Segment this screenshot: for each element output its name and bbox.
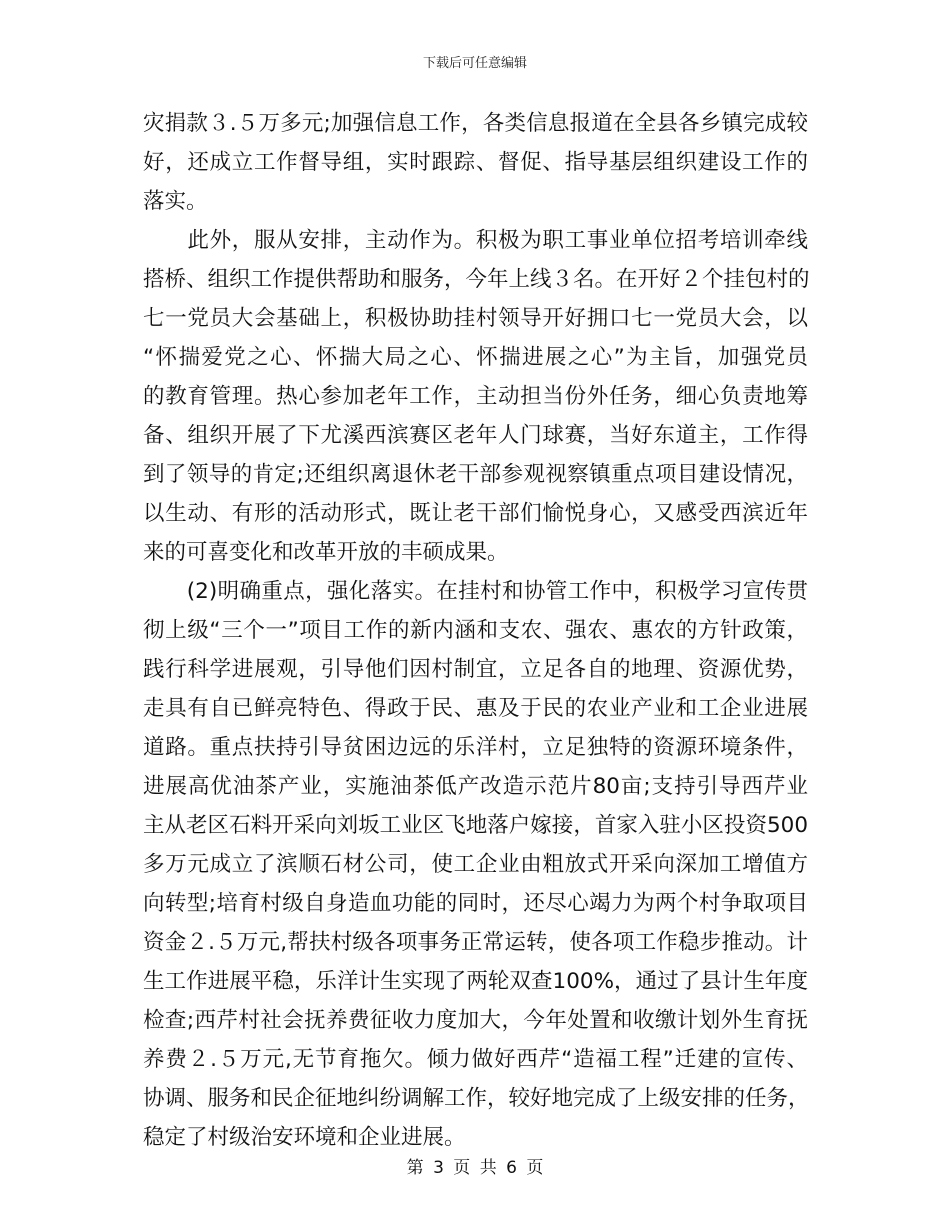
text-line: 向转型;培育村级自身造血功能的同时，还尽心竭力为两个村争取项目 xyxy=(143,891,808,916)
text-line: 落实。 xyxy=(143,189,208,214)
text-line: 稳定了村级治安环境和企业进展。 xyxy=(143,1125,466,1150)
text-line: 养费２.５万元,无节育拖欠。倾力做好西芹“造福工程”迁建的宣传、 xyxy=(143,1047,808,1072)
text-line: 到了领导的肯定;还组织离退休老干部参观视察镇重点项目建设情况， xyxy=(143,462,808,487)
text-line: 此外，服从安排，主动作为。积极为职工事业单位招考培训牵线 xyxy=(143,228,808,253)
text-line: 协调、服务和民企征地纠纷调解工作，较好地完成了上级安排的任务， xyxy=(143,1086,810,1111)
text-line: 来的可喜变化和改革开放的丰硕成果。 xyxy=(143,540,509,565)
text-line: 的教育管理。热心参加老年工作，主动担当份外任务，细心负责地筹 xyxy=(143,384,808,409)
text-line: 以生动、有形的活动形式，既让老干部们愉悦身心，又感受西滨近年 xyxy=(143,501,808,526)
text-line: 搭桥、组织工作提供帮助和服务，今年上线３名。在开好２个挂包村的 xyxy=(143,267,810,292)
text-line: 践行科学进展观，引导他们因村制宜，立足各自的地理、资源优势， xyxy=(143,657,808,682)
text-line: 资金２.５万元,帮扶村级各项事务正常运转，使各项工作稳步推动。计 xyxy=(143,930,808,955)
text-line: 道路。重点扶持引导贫困边远的乐洋村，立足独特的资源环境条件， xyxy=(143,735,808,760)
page-footer: 第 3 页 共 6 页 xyxy=(406,1158,544,1178)
text-line: 灾捐款３.５万多元;加强信息工作，各类信息报道在全县各乡镇完成较 xyxy=(143,111,808,136)
text-line: 走具有自已鲜亮特色、得政于民、惠及于民的农业产业和工企业进展 xyxy=(143,696,808,721)
text-line: (2)明确重点，强化落实。在挂村和协管工作中，积极学习宣传贯 xyxy=(143,579,808,604)
text-line: 生工作进展平稳，乐洋计生实现了两轮双查100%，通过了县计生年度 xyxy=(143,969,808,994)
text-line: 检查;西芹村社会抚养费征收力度加大，今年处置和收缴计划外生育抚 xyxy=(143,1008,808,1033)
body-text xyxy=(143,104,808,1157)
text-line: 七一党员大会基础上，积极协助挂村领导开好拥口七一党员大会，以 xyxy=(143,306,808,331)
text-line: 主从老区石料开采向刘坂工业区飞地落户嫁接，首家入驻小区投资500 xyxy=(143,813,808,838)
text-line: 备、组织开展了下尤溪西滨赛区老年人门球赛，当好东道主，工作得 xyxy=(143,423,808,448)
text-line: 多万元成立了滨顺石材公司，使工企业由粗放式开采向深加工增值方 xyxy=(143,852,808,877)
page-header: 下载后可任意编辑 xyxy=(422,56,527,71)
text-line: 进展高优油茶产业，实施油茶低产改造示范片80亩;支持引导西芹业 xyxy=(143,774,808,799)
text-line: 彻上级“三个一”项目工作的新内涵和支农、强农、惠农的方针政策， xyxy=(143,618,808,643)
text-line: 好，还成立工作督导组，实时跟踪、督促、指导基层组织建设工作的 xyxy=(143,150,808,175)
text-line: “怀揣爱党之心、怀揣大局之心、怀揣进展之心”为主旨，加强党员 xyxy=(143,345,808,370)
